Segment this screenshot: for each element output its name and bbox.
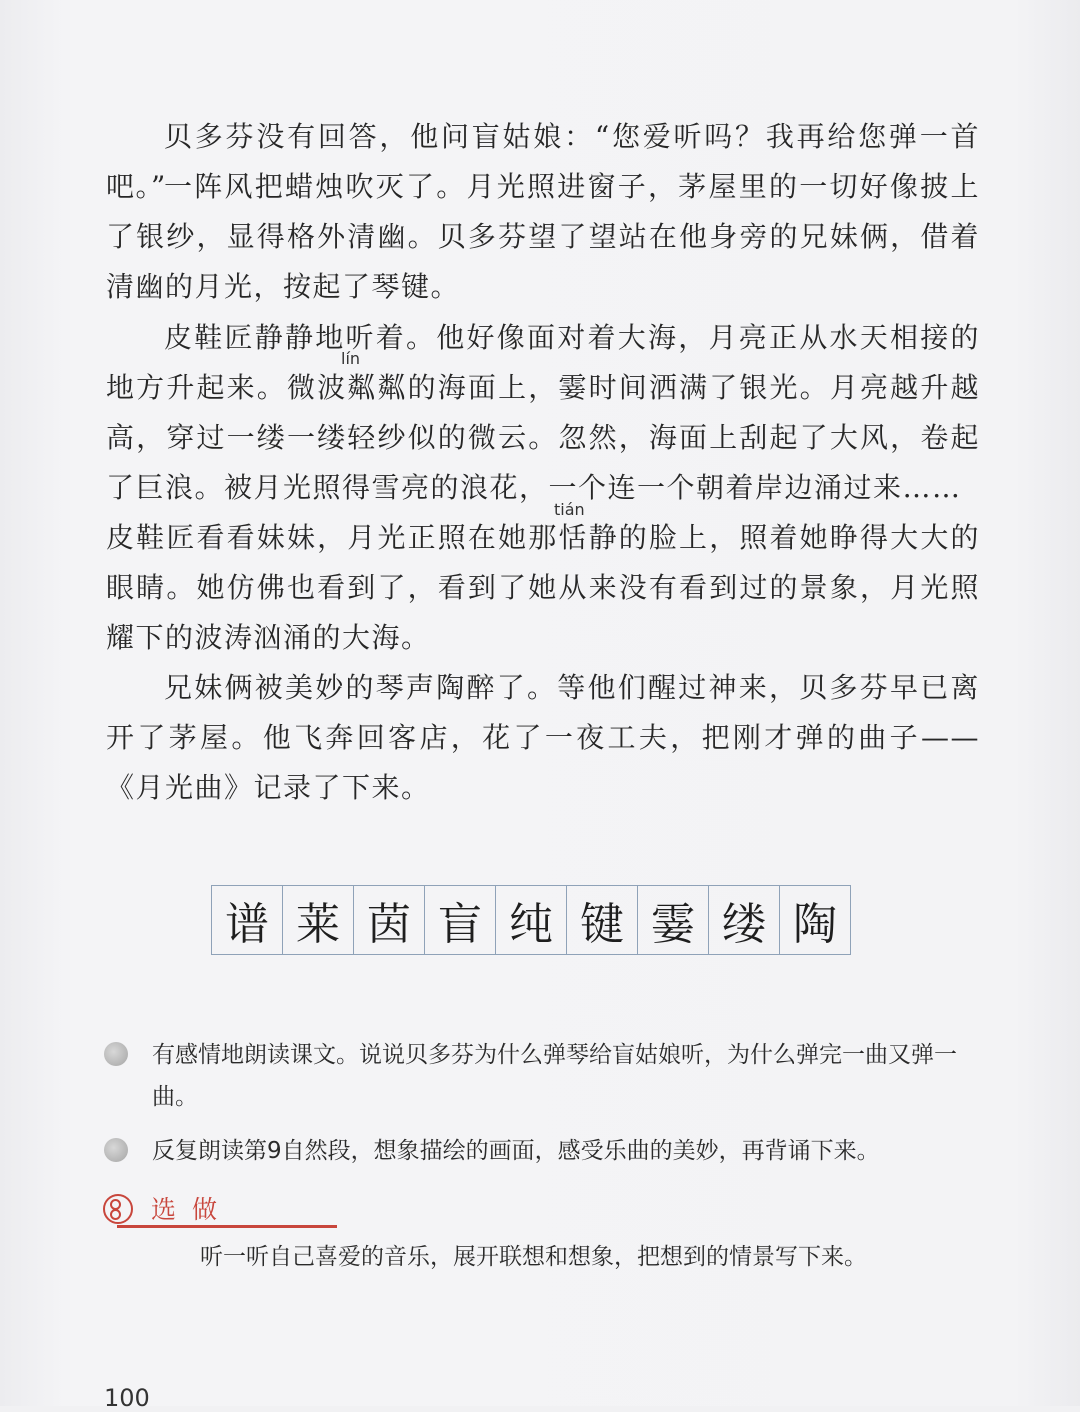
exercise-text: 反复朗读第9自然段，想象描绘的画面，感受乐曲的美妙，再背诵下来。 [152, 1138, 880, 1164]
bullet-icon [104, 1042, 128, 1066]
optional-underline [117, 1225, 337, 1228]
exercise-2 [104, 1130, 984, 1172]
char-cell: 莱 [283, 886, 354, 954]
exercise-text: 有感情地朗读课文。说说贝多芬为什么弹琴给盲姑娘听，为什么弹完一曲又弹一曲。 [152, 1042, 957, 1110]
paragraph-3: 皮鞋匠静静地听着。他好像面对着大海，月亮正从水天相接的地方升起来。微波粼粼的海面上，霎时间洒满了银光。月亮越升越高，穿过一缕一缕轻纱似的微云。忽然，海面上刮起了大风，卷起了巨浪。被月光照得雪亮的浪花，一个连一个朝着岸边涌过来…… [106, 321, 980, 504]
char-cell: 茵 [354, 886, 425, 954]
pinyin-tian: tián [554, 500, 585, 519]
optional-label: 选做 [151, 1195, 234, 1224]
optional-section-header [103, 1190, 235, 1228]
paragraph-1: 贝多芬没有回答，他问盲姑娘：“您爱听吗？我再给您弹一首吧。” [106, 120, 980, 203]
page-number: 100 [104, 1384, 150, 1412]
pinyin-lin: lín [341, 349, 361, 368]
optional-icon [103, 1194, 133, 1224]
char-cell: 霎 [638, 886, 709, 954]
char-cell: 缕 [709, 886, 780, 954]
new-characters-table [211, 885, 851, 955]
optional-task: 听一听自己喜爱的音乐，展开联想和想象，把想到的情景写下来。 [200, 1244, 867, 1270]
char-cell: 谱 [212, 886, 283, 954]
paragraph-3-continued: 皮鞋匠看看妹妹，月光正照在她那恬静的脸上，照着她睁得大大的眼睛。她仿佛也看到了，看到了她从来没有看到过的景象，月光照耀下的波涛汹涌的大海。 [106, 521, 980, 654]
paragraph-4: 兄妹俩被美妙的琴声陶醉了。等他们醒过神来，贝多芬早已离开了茅屋。他飞奔回客店，花了一夜工夫，把刚才弹的曲子——《月光曲》记录了下来。 [106, 671, 980, 804]
char-cell: 纯 [496, 886, 567, 954]
char-cell: 陶 [793, 899, 837, 950]
char-cell: 键 [567, 886, 638, 954]
bullet-icon [104, 1138, 128, 1162]
exercise-1 [104, 1034, 984, 1118]
paragraph-2: 一阵风把蜡烛吹灭了。月光照进窗子，茅屋里的一切好像披上了银纱，显得格外清幽。贝多芬望了望站在他身旁的兄妹俩，借着清幽的月光，按起了琴键。 [106, 170, 980, 303]
char-cell: 盲 [425, 886, 496, 954]
